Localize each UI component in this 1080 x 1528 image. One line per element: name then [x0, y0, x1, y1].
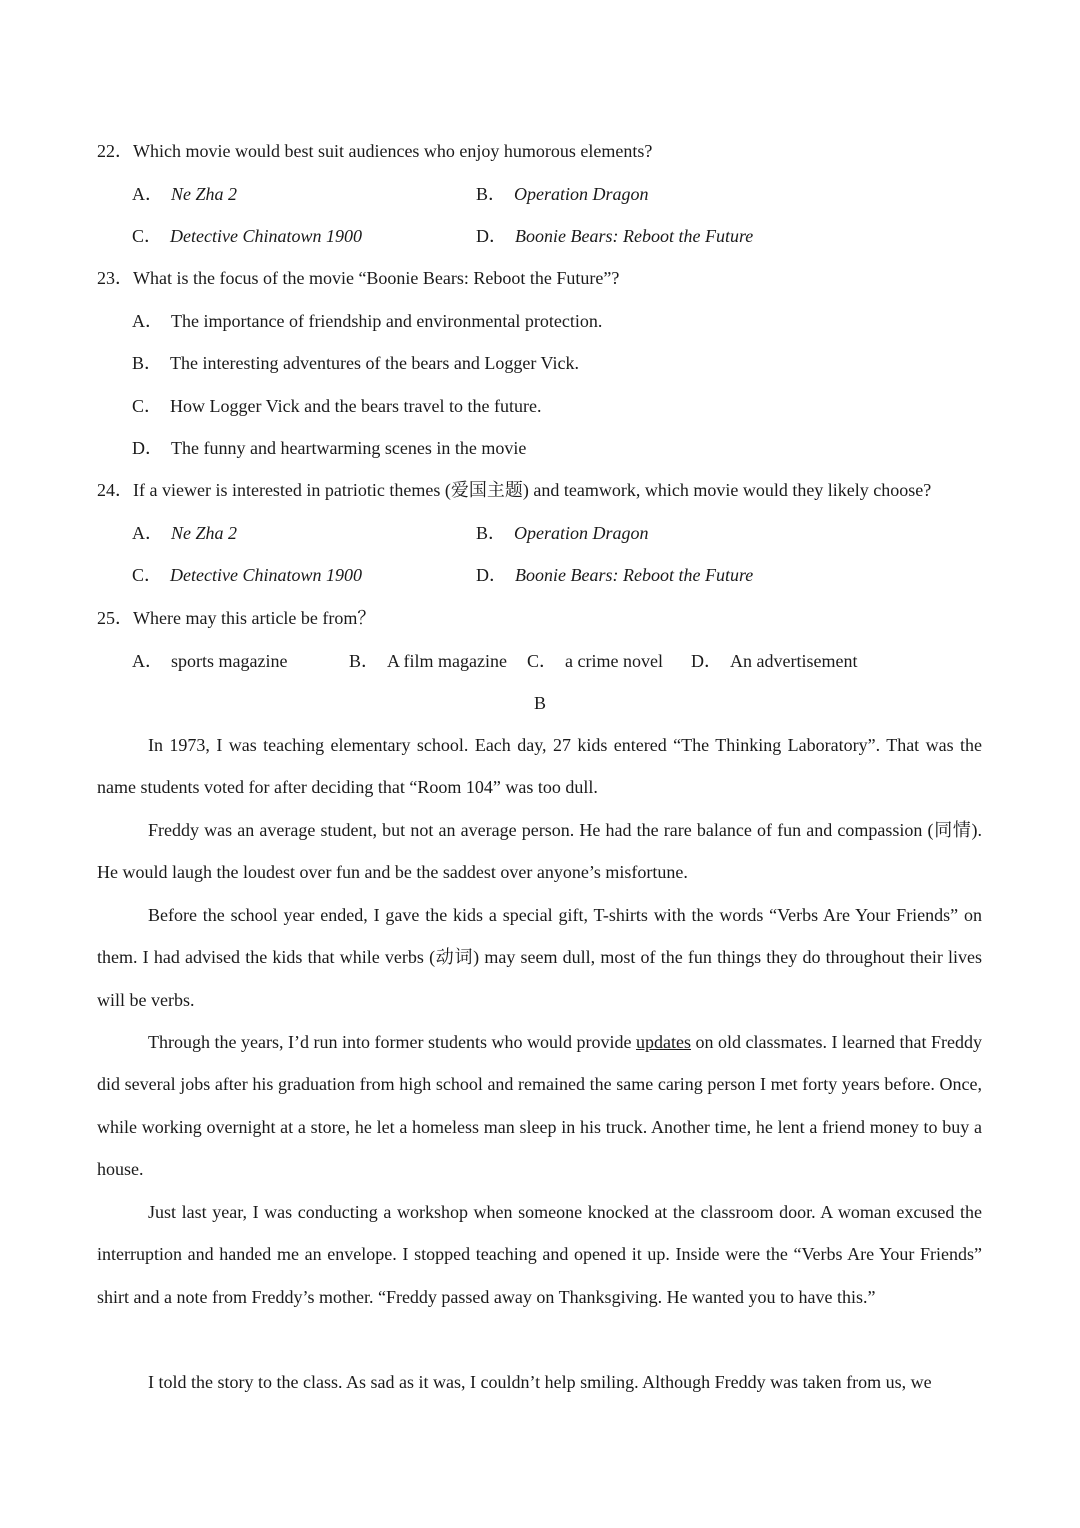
option-text: Operation Dragon [514, 523, 649, 543]
option-text: Detective Chinatown 1900 [170, 226, 362, 246]
question-23-option-a [132, 312, 602, 330]
question-22-option-c [132, 227, 362, 245]
question-24-stem: 24．If a viewer is interested in patriotic themes (爱国主题) and teamwork, which movie would they likely choose? [97, 480, 932, 500]
option-letter: B． [349, 651, 380, 671]
question-23-stem: 23．What is the focus of the movie “Boonie Bears: Reboot the Future”? [97, 268, 620, 288]
option-letter: B． [476, 184, 507, 204]
passage-paragraph-4 [97, 1021, 982, 1191]
option-letter: C． [132, 565, 163, 585]
question-25-option-d [691, 652, 857, 670]
option-text: Boonie Bears: Reboot the Future [515, 226, 754, 246]
option-text: Ne Zha 2 [171, 523, 238, 543]
option-letter: B． [132, 353, 163, 373]
paragraph-text: Through the years, I’d run into former students who would provide [148, 1032, 637, 1052]
option-text: Boonie Bears: Reboot the Future [515, 565, 754, 585]
passage-paragraph-5: Just last year, I was conducting a workshop when someone knocked at the classroom door. A woman excused the interruption and handed me an envelope. I stopped teaching and opened it up. Inside were the “Verbs Are Your Friends” shirt and a note from Freddy’s mother. “Freddy passed away on Thanksgiving. He wanted you to have this.” [97, 1202, 982, 1307]
option-text: An advertisement [730, 651, 858, 671]
option-text: a crime novel [565, 651, 663, 671]
option-letter: A． [132, 651, 163, 671]
section-heading: B [533, 693, 546, 713]
option-text: Detective Chinatown 1900 [170, 565, 362, 585]
option-letter: C． [132, 396, 163, 416]
option-letter: B． [476, 523, 507, 543]
question-22-option-d [476, 227, 753, 245]
option-letter: D． [476, 226, 507, 246]
question-23-option-d [132, 439, 526, 457]
option-text: The funny and heartwarming scenes in the movie [171, 438, 527, 458]
option-letter: A． [132, 523, 163, 543]
option-letter: D． [132, 438, 163, 458]
option-text: Ne Zha 2 [171, 184, 238, 204]
question-25-option-b [349, 652, 507, 670]
question-25-stem: 25．Where may this article be from？ [97, 608, 376, 628]
question-25-option-a [132, 652, 287, 670]
question-24-option-a [132, 524, 237, 542]
passage-paragraph-6: I told the story to the class. As sad as it was, I couldn’t help smiling. Although Freddy was taken from us, we [148, 1372, 932, 1392]
question-22-option-a [132, 185, 237, 203]
option-letter: A． [132, 311, 163, 331]
question-22-option-b [476, 185, 649, 203]
option-text: How Logger Vick and the bears travel to the future. [170, 396, 542, 416]
passage-paragraph-3: Before the school year ended, I gave the kids a special gift, T-shirts with the words “Verbs Are Your Friends” on them. I had advised the kids that while verbs (动词) may seem dull, most of the fun things they do throughout their lives will be verbs. [97, 905, 982, 1010]
question-25-option-c [527, 652, 663, 670]
option-text: A film magazine [387, 651, 507, 671]
option-letter: C． [527, 651, 558, 671]
option-text: Operation Dragon [514, 184, 649, 204]
option-letter: A． [132, 184, 163, 204]
paragraph-text: on old classmates. I learned that Freddy did several jobs after his graduation from high school and remained the same caring person I met forty years before. Once, while working overnight at a store, he let a homeless man sleep in his truck. Another time, he lent a friend money to buy a house. [97, 1032, 982, 1180]
question-23-option-b [132, 354, 579, 372]
question-24-option-c [132, 566, 362, 584]
question-22-stem: 22．Which movie would best suit audiences who enjoy humorous elements? [97, 141, 653, 161]
underlined-word: updates [636, 1032, 691, 1052]
question-24-option-b [476, 524, 649, 542]
passage-paragraph-1: In 1973, I was teaching elementary school. Each day, 27 kids entered “The Thinking Laboratory”. That was the name students voted for after deciding that “Room 104” was too dull. [97, 735, 982, 798]
option-letter: D． [691, 651, 722, 671]
option-text: The importance of friendship and environmental protection. [171, 311, 603, 331]
option-text: The interesting adventures of the bears and Logger Vick. [170, 353, 579, 373]
option-letter: C． [132, 226, 163, 246]
question-24-option-d [476, 566, 753, 584]
passage-paragraph-2: Freddy was an average student, but not an average person. He had the rare balance of fun and compassion (同情). He would laugh the loudest over fun and be the saddest over anyone’s misfortune. [97, 820, 982, 883]
question-23-option-c [132, 397, 541, 415]
option-text: sports magazine [171, 651, 288, 671]
option-letter: D． [476, 565, 507, 585]
